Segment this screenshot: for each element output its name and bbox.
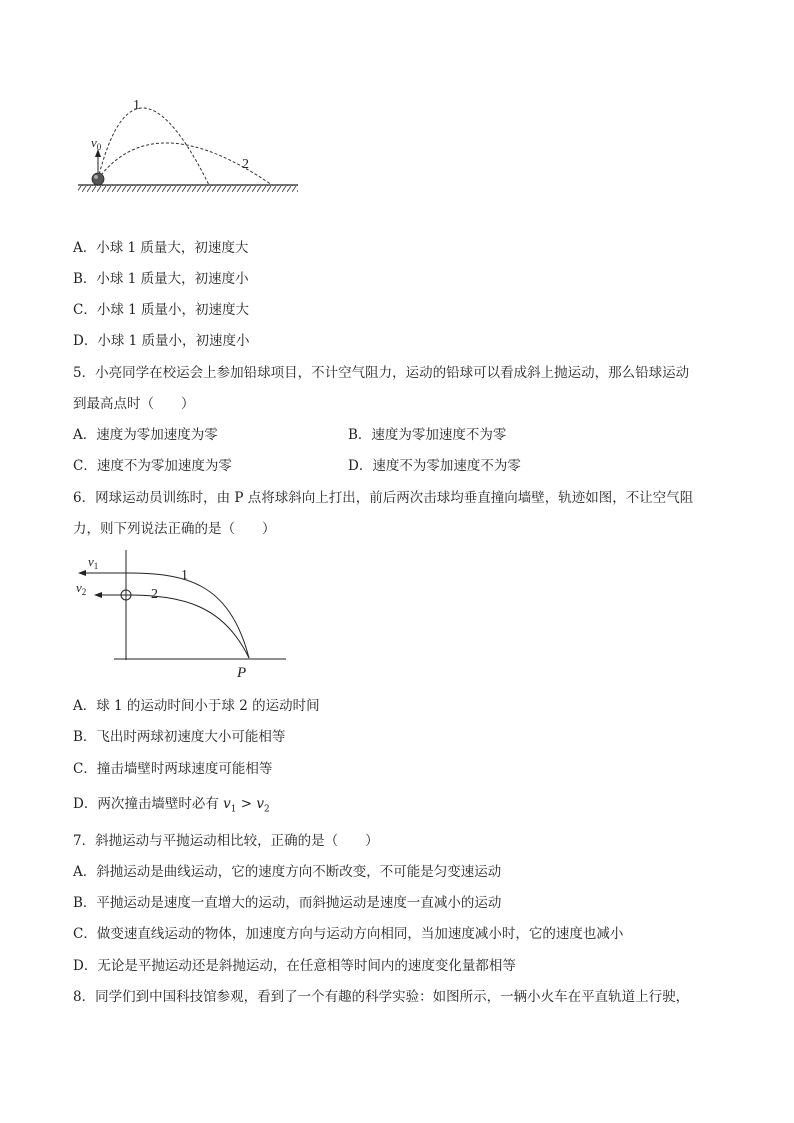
q4-option-d[interactable]: D．小球 1 质量小，初速度小: [73, 333, 250, 349]
v0-label: $v_0$: [91, 135, 102, 152]
q5-option-b[interactable]: B．速度为零加速度不为零: [348, 427, 507, 443]
q4-option-c[interactable]: C．小球 1 质量小，初速度大: [73, 302, 250, 318]
q6-option-d[interactable]: D．两次撞击墙壁时必有 $v_1 > v_2$: [73, 796, 270, 815]
q6-option-c[interactable]: C．撞击墙壁时两球速度可能相等: [73, 761, 273, 777]
ball: [92, 173, 104, 185]
q7-stem: 7．斜抛运动与平抛运动相比较，正确的是（ ）: [73, 833, 379, 849]
v2-label: $v_2$: [76, 580, 87, 597]
ground-hatching: [78, 185, 298, 192]
v2-arrowhead: [94, 592, 102, 598]
q7-option-b[interactable]: B．平抛运动是速度一直增大的运动，而斜抛运动是速度一直减小的运动: [73, 895, 502, 911]
curve-1-label: 1: [181, 568, 188, 583]
q5-stem-line2: 到最高点时（ ）: [73, 396, 195, 412]
q5-option-c[interactable]: C．速度不为零加速度为零: [73, 458, 232, 474]
q7-option-d[interactable]: D．无论是平抛运动还是斜抛运动，在任意相等时间内的速度变化量都相等: [73, 958, 516, 974]
curve-1-label: 1: [133, 98, 140, 113]
curve-2-label: 2: [151, 587, 158, 602]
q8-stem-line1: 8．同学们到中国科技馆参观，看到了一个有趣的科学实验：如图所示，一辆小火车在平直轨道上行驶，: [73, 989, 690, 1005]
trajectory-figure: [72, 96, 304, 200]
q6-option-b[interactable]: B．飞出时两球初速度大小可能相等: [73, 729, 286, 745]
q6-stem-line2: 力，则下列说法正确的是（ ）: [73, 521, 276, 537]
q7-option-a[interactable]: A．斜抛运动是曲线运动，它的速度方向不断改变，不可能是匀变速运动: [73, 864, 502, 880]
q4-option-b[interactable]: B．小球 1 质量大，初速度小: [73, 271, 249, 287]
trajectory-2: [126, 595, 249, 658]
v1-label: $v_1$: [88, 554, 99, 571]
v1-arrowhead: [78, 570, 86, 576]
trajectory-1: [126, 573, 249, 658]
q4-option-a[interactable]: A．小球 1 质量大，初速度大: [73, 240, 249, 256]
wall-trajectory-figure: [74, 546, 294, 682]
curve-2-label: 2: [242, 157, 249, 172]
q6-stem-line1: 6．网球运动员训练时，由 P 点将球斜向上打出，前后两次击球均垂直撞向墙壁，轨迹如图，不让空气阻: [73, 490, 694, 506]
q6-option-a[interactable]: A．球 1 的运动时间小于球 2 的运动时间: [73, 698, 320, 714]
q5-option-a[interactable]: A．速度为零加速度为零: [73, 427, 218, 443]
point-p-label: P: [237, 665, 247, 681]
q5-option-d[interactable]: D．速度不为零加速度不为零: [348, 458, 521, 474]
q7-option-c[interactable]: C．做变速直线运动的物体，加速度方向与运动方向相同，当加速度减小时，它的速度也减小: [73, 926, 624, 942]
q5-stem-line1: 5．小亮同学在校运会上参加铅球项目，不计空气阻力，运动的铅球可以看成斜上抛运动，那么铅球运动: [73, 365, 690, 381]
